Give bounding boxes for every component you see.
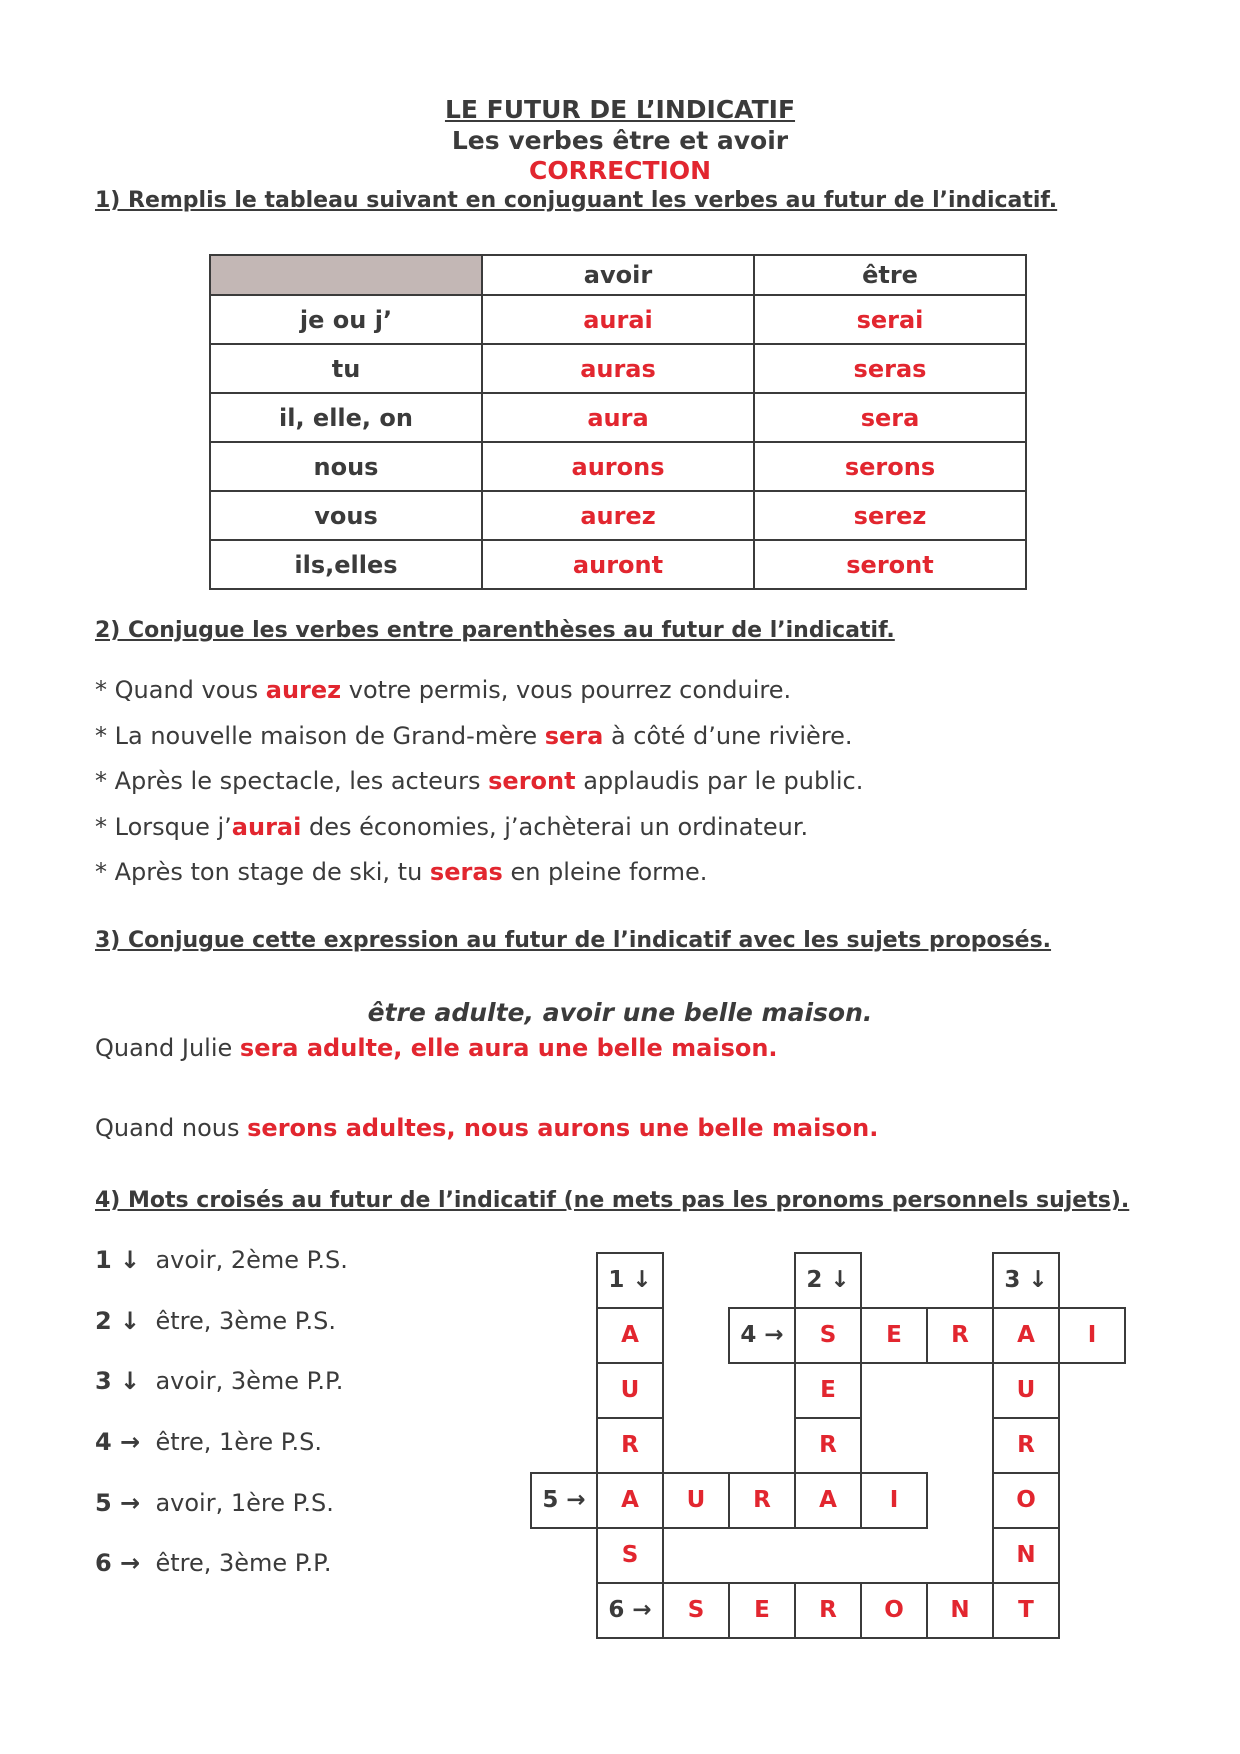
sentence-answer: seront [488,767,576,795]
etre-answer: seras [754,344,1026,393]
correction-label: CORRECTION [528,156,712,185]
sentence-text: * Après le spectacle, les acteurs [95,767,489,795]
crossword-number-cell: 2 ↓ [794,1252,862,1309]
avoir-answer: auras [482,344,754,393]
pronoun-cell: nous [210,442,482,491]
clue-text: avoir, 1ère P.S. [155,1488,334,1517]
crossword-letter-cell: O [860,1582,928,1639]
clue-item [95,1483,348,1544]
table-row [210,393,1026,442]
clue-item [95,1301,348,1362]
clue-number: 2 ↓ [95,1306,141,1335]
list-item [95,759,863,805]
clue-text: être, 3ème P.S. [155,1306,337,1335]
sentence-text: des économies, j’achèterai un ordinateur. [301,812,809,841]
answer-prefix: Quand nous [95,1114,248,1142]
crossword-letter-cell: S [662,1582,730,1639]
answer-line [95,1034,778,1062]
crossword-letter-cell: U [992,1362,1060,1419]
crossword-letter-cell: I [1058,1307,1126,1364]
table-row [210,540,1026,589]
conjugation-table [209,254,1027,590]
clue-text: être, 3ème P.P. [155,1549,332,1578]
crossword-number-cell: 1 ↓ [596,1252,664,1309]
pronoun-cell: je ou j’ [210,295,482,344]
table-row [210,295,1026,344]
crossword-letter-cell: R [926,1307,994,1364]
crossword-letter-cell: R [596,1417,664,1474]
clue-number: 5 → [95,1488,141,1517]
clue-number: 1 ↓ [95,1246,141,1274]
section3-heading: 3) Conjugue cette expression au futur de l’indicatif avec les sujets proposés. [95,928,1052,953]
crossword-letter-cell: R [794,1417,862,1474]
sentence-answer: aurai [231,812,302,841]
avoir-answer: aura [482,393,754,442]
sentence-list [95,668,863,896]
sentence-text: * La nouvelle maison de Grand-mère [95,721,545,750]
list-item [95,850,863,896]
clue-text: être, 1ère P.S. [155,1428,322,1457]
list-item [95,668,863,714]
sentence-text: en pleine forme. [502,858,708,886]
clue-item [95,1240,348,1301]
crossword-letter-cell: N [926,1582,994,1639]
column-header-avoir: avoir [482,255,754,295]
crossword-number-cell: 6 → [596,1582,664,1639]
list-item [95,805,863,851]
section4-heading: 4) Mots croisés au futur de l’indicatif (ne mets pas les pronoms personnels sujets). [95,1188,1130,1213]
crossword-letter-cell: O [992,1472,1060,1529]
crossword-number-cell: 5 → [530,1472,598,1529]
clue-item [95,1361,348,1422]
sentence-text: * Quand vous [95,676,266,704]
etre-answer: seront [754,540,1026,589]
crossword-letter-cell: I [860,1472,928,1529]
crossword-letter-cell: S [596,1527,664,1584]
clue-number: 3 ↓ [95,1367,141,1396]
table-row [210,491,1026,540]
section1-heading: 1) Remplis le tableau suivant en conjuguant les verbes au futur de l’indicatif. [95,188,1058,213]
crossword-number-cell: 4 → [728,1307,796,1364]
column-header-etre: être [754,255,1026,295]
avoir-answer: aurons [482,442,754,491]
crossword-letter-cell: E [794,1362,862,1419]
crossword-letter-cell: A [992,1307,1060,1364]
page-title: LE FUTUR DE L’INDICATIF [444,95,796,124]
crossword-letter-cell: A [794,1472,862,1529]
sentence-text: * Lorsque j’ [95,812,232,841]
clue-text: avoir, 3ème P.P. [155,1367,344,1396]
pronoun-cell: ils,elles [210,540,482,589]
etre-answer: serez [754,491,1026,540]
answer-text: serons adultes, nous aurons une belle maison. [247,1114,879,1142]
crossword-letter-cell: E [728,1582,796,1639]
sentence-text: * Après ton stage de ski, tu [95,858,430,886]
crossword-letter-cell: R [728,1472,796,1529]
section2-heading: 2) Conjugue les verbes entre parenthèses au futur de l’indicatif. [95,618,895,643]
crossword-number-cell: 3 ↓ [992,1252,1060,1309]
crossword-letter-cell: S [794,1307,862,1364]
crossword-letter-cell: A [596,1472,664,1529]
clue-item [95,1543,348,1604]
pronoun-cell: il, elle, on [210,393,482,442]
sentence-text: applaudis par le public. [575,767,864,795]
sentence-text: à côté d’une rivière. [603,721,853,750]
clue-text: avoir, 2ème P.S. [155,1246,348,1274]
answer-line [95,1114,878,1142]
crossword-letter-cell: R [794,1582,862,1639]
crossword-letter-cell: T [992,1582,1060,1639]
sentence-answer: aurez [265,676,342,704]
sentence-text: votre permis, vous pourrez conduire. [341,676,792,704]
etre-answer: sera [754,393,1026,442]
clue-item [95,1422,348,1483]
crossword-letter-cell: N [992,1527,1060,1584]
avoir-answer: aurez [482,491,754,540]
clue-number: 6 → [95,1549,141,1578]
sentence-answer: seras [429,858,503,886]
crossword-letter-cell: U [596,1362,664,1419]
crossword-letter-cell: E [860,1307,928,1364]
table-row [210,344,1026,393]
answer-text: sera adulte, elle aura une belle maison. [239,1034,778,1062]
avoir-answer: aurai [482,295,754,344]
crossword-letter-cell: R [992,1417,1060,1474]
answer-prefix: Quand Julie [95,1034,240,1062]
etre-answer: serai [754,295,1026,344]
pronoun-cell: tu [210,344,482,393]
avoir-answer: auront [482,540,754,589]
sentence-answer: sera [544,721,604,750]
expression-text: être adulte, avoir une belle maison. [367,998,873,1027]
table-corner-cell [210,255,482,295]
clue-number: 4 → [95,1428,141,1457]
page-subtitle: Les verbes être et avoir [451,126,789,155]
pronoun-cell: vous [210,491,482,540]
list-item [95,714,863,760]
crossword-letter-cell: U [662,1472,730,1529]
etre-answer: serons [754,442,1026,491]
crossword-letter-cell: A [596,1307,664,1364]
table-row [210,442,1026,491]
crossword-clues [95,1240,348,1604]
